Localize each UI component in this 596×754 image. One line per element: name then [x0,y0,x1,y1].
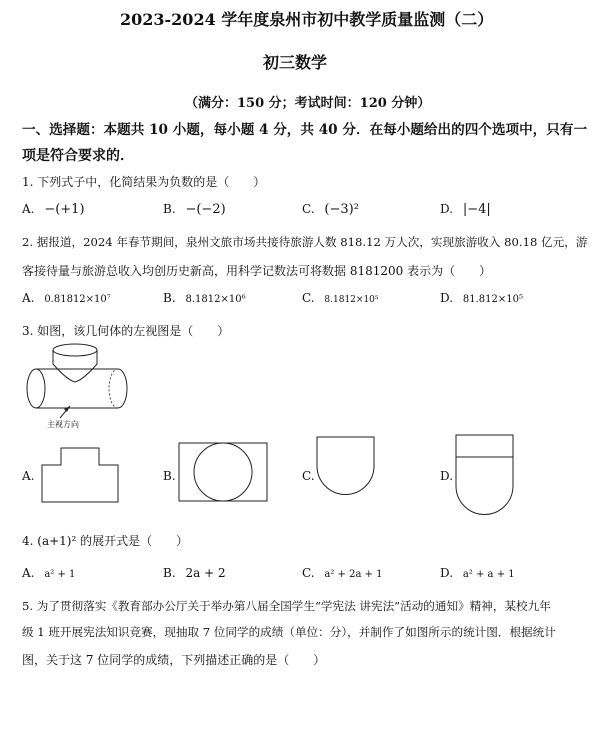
q2-option-d [440,291,523,305]
q3-option-d-figure [455,434,525,516]
question-5-stem-line1: 5. 为了贯彻落实《教育部办公厅关于举办第八届全国学生“学宪法 讲宪法”活动的通知》精神，某校九年 [22,599,551,613]
q3-option-a-figure [40,446,140,506]
option-letter: C. [302,202,315,216]
question-3-stem: 3. 如图，该几何体的左视图是（ ） [22,324,230,338]
question-1-stem: 1. 下列式子中，化简结果为负数的是（ ） [22,175,266,189]
q3-option-b-letter: B. [163,469,176,483]
option-text: −(+1) [44,202,85,217]
exam-info: （满分：150 分；考试时间：120 分钟） [185,96,431,111]
solid-figure [22,340,132,430]
option-letter: D. [440,202,454,216]
q4-option-a [22,566,75,580]
option-letter: A. [22,202,35,216]
section-heading-line2: 项是符合要求的． [22,148,134,164]
option-letter: A. [22,566,35,580]
q1-option-b [163,202,226,217]
q1-option-d [440,202,491,217]
question-5-stem-line2: 级 1 班开展宪法知识竞赛，现抽取 7 位同学的成绩（单位：分），并制作了如图所示的统计图．根据统计 [22,625,556,639]
question-5-stem-line3: 图，关于这 7 位同学的成绩，下列描述正确的是（ ） [22,653,326,667]
q4-option-d [440,566,515,580]
option-letter: B. [163,566,176,580]
q3-option-c-figure [316,436,386,516]
q3-option-d-letter: D. [440,469,454,483]
option-letter: D. [440,291,454,305]
question-2-stem-line2: 客接待量与旅游总收入均创历史新高，用科学记数法可将数据 8181200 表示为（ ） [22,264,492,278]
section-heading-line1: 一、选择题：本题共 10 小题，每小题 4 分，共 40 分．在每小题给出的四个选项中，只有一 [22,122,588,138]
option-text: (−3)² [324,202,359,217]
option-text: 8.1812×10⁶ [185,294,246,305]
option-letter: B. [163,291,176,305]
option-letter: C. [302,566,315,580]
option-text: a² + 2a + 1 [324,569,383,580]
option-letter: A. [22,291,35,305]
option-text: 0.81812×10⁷ [44,294,111,305]
option-letter: C. [302,291,315,305]
option-text: |−4| [462,202,491,217]
option-text: a² + a + 1 [462,569,515,580]
q2-option-b [163,291,246,305]
view-direction-label: 主视方向 [47,420,79,429]
option-text: a² + 1 [44,569,76,580]
option-text: 2a + 2 [185,566,226,580]
question-4-stem: 4. (a+1)² 的展开式是（ ） [22,534,189,548]
q4-option-b [163,566,226,580]
q4-option-c [302,566,383,580]
q3-option-b-figure [178,442,278,508]
q2-option-a [22,291,111,305]
exam-title: 2023-2024 学年度泉州市初中教学质量监测（二） [120,10,494,29]
q1-option-a [22,202,85,217]
option-letter: B. [163,202,176,216]
option-letter: D. [440,566,454,580]
question-2-stem-line1: 2. 据报道，2024 年春节期间，泉州文旅市场共接待旅游人数 818.12 万人次，实现旅游收入 80.18 亿元，游 [22,235,588,249]
option-text: −(−2) [185,202,226,217]
q1-option-c [302,202,359,217]
q2-option-c [302,291,379,305]
option-text: 8.1812×10⁵ [324,295,379,305]
exam-subtitle: 初三数学 [263,53,328,72]
option-text: 81.812×10⁵ [462,294,523,305]
q3-option-a-letter: A. [22,469,35,483]
q3-option-c-letter: C. [302,469,315,483]
